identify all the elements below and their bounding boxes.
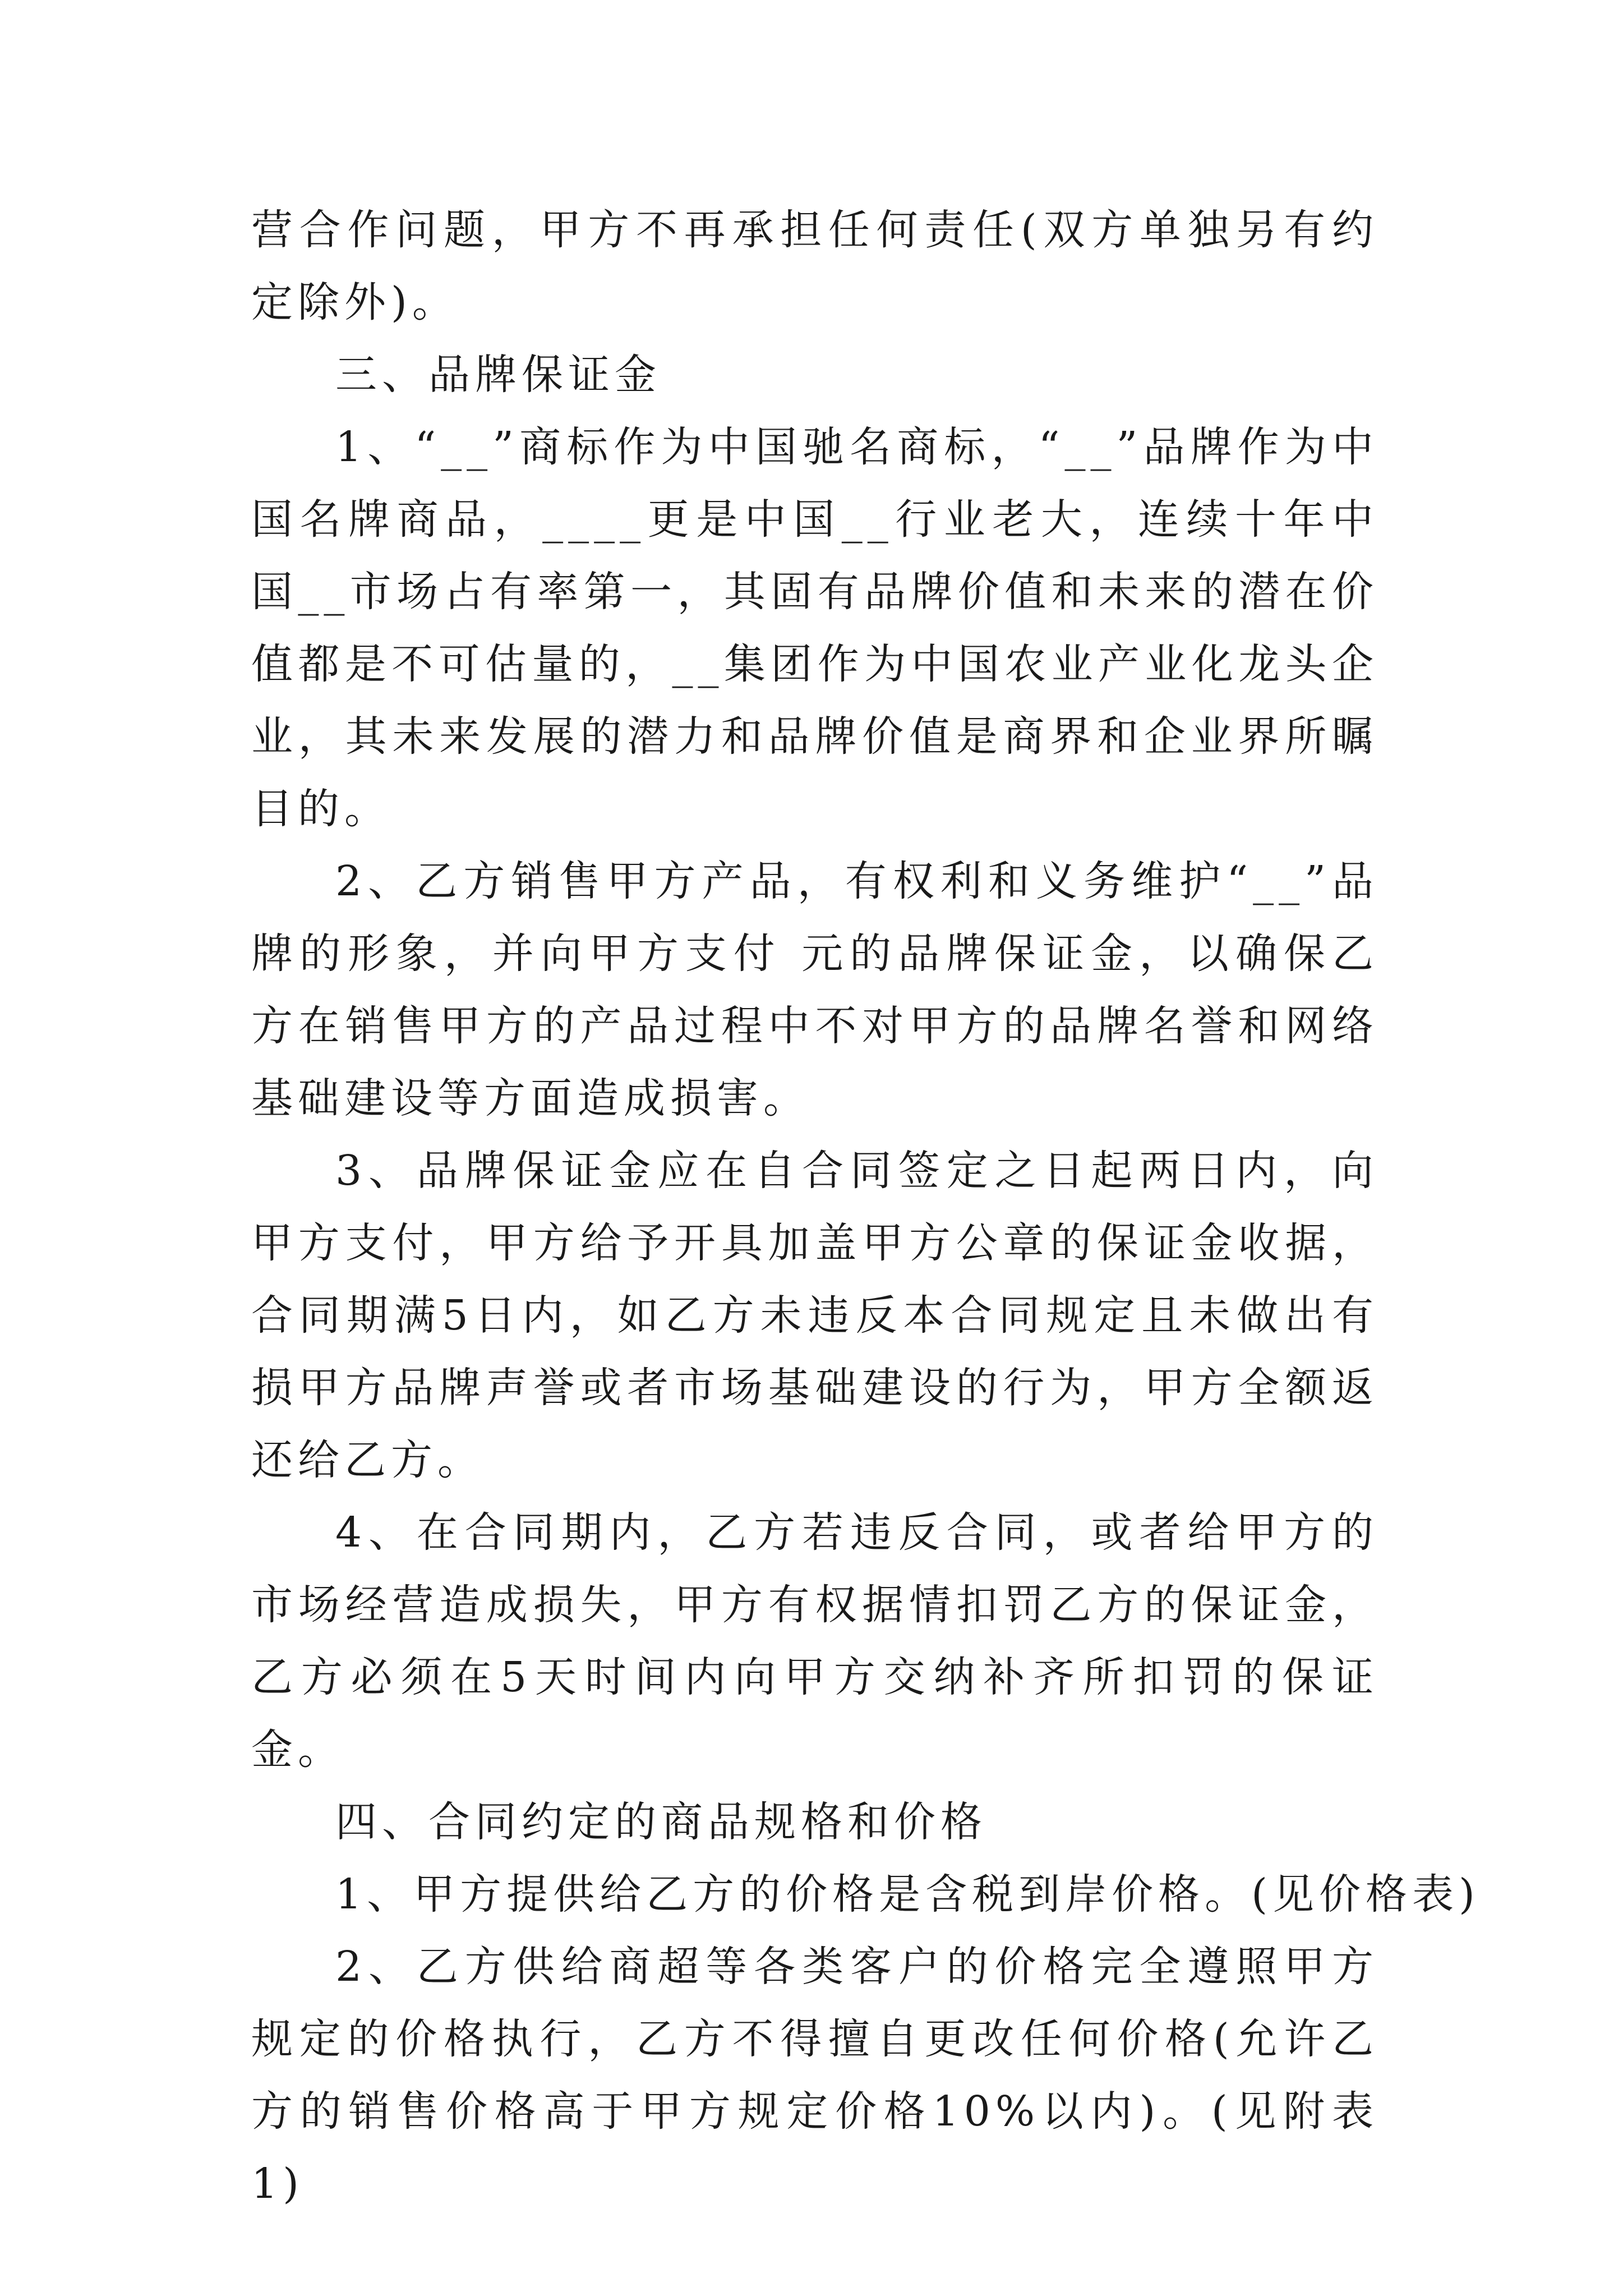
section-heading-spec-price: 四、合同约定的商品规格和价格 <box>335 1798 987 1846</box>
clause-3-3: 3、品牌保证金应在自合同签定之日起两日内，向甲方支付，甲方给予开具加盖甲方公章的保证金收据，合同期满5日内，如乙方未违反本合同规定且未做出有损甲方品牌声誉或者市场基础建设的行为，甲方全额返还给乙方。 <box>251 1147 1378 1484</box>
paragraph-continuation: 营合作问题，甲方不再承担任何责任(双方单独另有约定除外)。 <box>251 206 1378 326</box>
clause-4-2: 2、乙方供给商超等各类客户的价格完全遵照甲方规定的价格执行，乙方不得擅自更改任何价格(允许乙方的销售价格高于甲方规定价格10%以内)。(见附表1) <box>251 1943 1378 2208</box>
clause-3-4: 4、在合同期内，乙方若违反合同，或者给甲方的市场经营造成损失，甲方有权据情扣罚乙方的保证金，乙方必须在5天时间内向甲方交纳补齐所扣罚的保证金。 <box>251 1508 1378 1774</box>
document-body <box>251 194 1480 2220</box>
section-heading-brand-deposit: 三、品牌保证金 <box>335 351 661 399</box>
clause-3-1: 1、“__”商标作为中国驰名商标，“__”品牌作为中国名牌商品，____更是中国__行业老大，连续十年中国__市场占有率第一，其固有品牌价值和未来的潜在价值都是不可估量的，__集团作为中国农业产业化龙头企业，其未来发展的潜力和品牌价值是商界和企业界所瞩目的。 <box>251 423 1378 833</box>
clause-4-1: 1、甲方提供给乙方的价格是含税到岸价格。(见价格表) <box>335 1870 1480 1918</box>
clause-3-2: 2、乙方销售甲方产品，有权利和义务维护“__”品牌的形象，并向甲方支付 元的品牌保证金，以确保乙方在销售甲方的产品过程中不对甲方的品牌名誉和网络基础建设等方面造成损害。 <box>251 857 1378 1122</box>
